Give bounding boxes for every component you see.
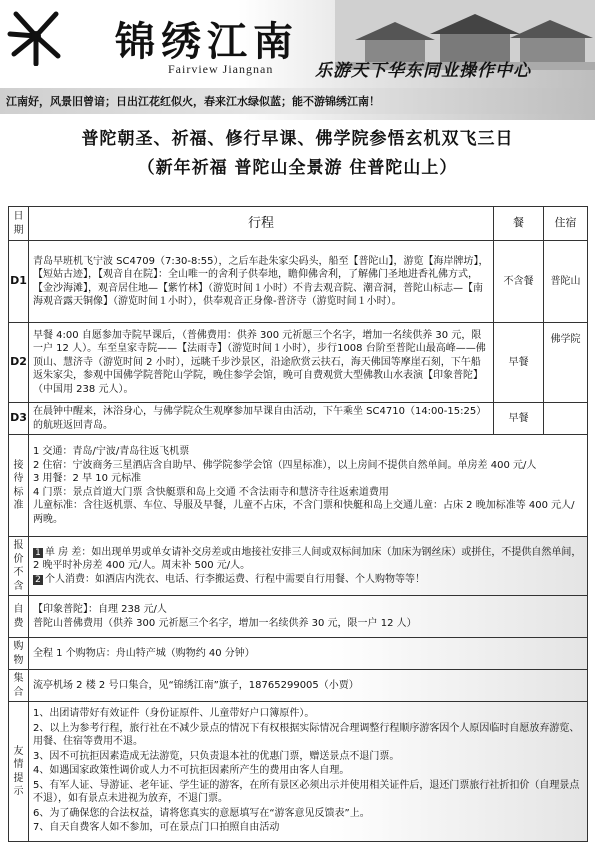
standard-item: 1 交通：青岛/宁波/青岛往返飞机票	[33, 446, 190, 457]
optional-item: 【印象普陀】：自理 238 元/人	[33, 604, 167, 615]
bamboo-logo-icon	[6, 6, 66, 66]
day-meal: 不含餐	[494, 241, 544, 323]
optional-content	[29, 596, 588, 638]
tip-item: 5、有军人证、导游证、老年证、学生证的游客，在所有景区必须出示并使用相关证件后，退还门票旅行社折扣价（自理景点不退），如有景点未进视为放弃，不退门票。	[33, 779, 580, 805]
day-content: 青岛早班机飞宁波 SC4709（7:30-8:55），之后车赴朱家尖码头，船至【普陀山】，游览【海岸牌坊】，【短姑古迹】，【观音自在院】：全山唯一的舍利子供奉地，瞻仰佛舍利，了解佛门圣地进香礼佛方式，【金沙海滩】，观音居住地—【紫竹林】（游览时间１小时）不肯去观音院、潮音洞，普陀山标志—【南海观音露天铜像】（游览时间１小时），供奉观音正身像-普济寺（游览时间１小时）。	[29, 241, 494, 323]
tip-item: 7、自天自费客人如不参加，可在景点门口拍照自由活动	[33, 822, 280, 834]
standard-item: 儿童标准：含往返机票、车位、导服及早餐，儿童不占床，不含门票和快艇和岛上交通儿童：占床 2 晚加标准等 400 元人/两晚。	[33, 500, 575, 525]
table-row-optional	[9, 596, 588, 638]
excluded-text: 个人消费：如酒店内洗衣、电话、行李搬运费、行程中需要自行用餐、个人购物等等！	[45, 573, 425, 585]
day-stay: 普陀山	[544, 241, 588, 323]
table-row-day1	[9, 241, 588, 323]
poem-text: 江南好，风景旧曾谙；日出江花红似火，春来江水绿似蓝；能不游锦绣江南！	[6, 95, 380, 108]
day-content: 在晨钟中醒来，沐浴身心，与佛学院众生观摩参加早课自由活动，下午乘坐 SC4710（14:00-15:25）的航班返回青岛。	[29, 403, 494, 435]
table-header-row	[9, 207, 588, 241]
table-row-excluded	[9, 537, 588, 596]
day-meal: 早餐	[494, 323, 544, 403]
itinerary-table	[8, 206, 588, 842]
day-stay: 佛学院	[544, 323, 588, 403]
gathering-content: 流亭机场 2 楼 2 号口集合，见“锦绣江南”旗子，18765299005（小贾）	[29, 670, 588, 702]
day-content: 早餐 4:00 自愿参加寺院早课后，（普佛费用：供养 300 元祈愿三个名字，增加一名续供养 30 元，限一户 12 人）。车至皇家寺院——【法雨寺】（游览时间１小时），步行1008 台阶至普陀山最高峰——佛顶山、慧济寺（游览时间 2 小时），远眺千步沙景区，沿途欣赏云扶石，海天佛国等摩崖石刻，下午船返朱家尖，参观中国佛学院普陀山学院，晚住参学会馆，晚可自费观赏大型佛教山水表演【印象普陀】（中国用 238 元人）。	[29, 323, 494, 403]
header-stay: 住宿	[544, 207, 588, 241]
poem-bar	[0, 88, 595, 114]
shopping-label: 购物	[9, 638, 29, 670]
excluded-text: 单 房 差：如出现单男或单女请补交房差或由地接社安排三人间或双标间加床（加床为钢丝床）或拼住，不提供自然单间，2 晚平时补房差 400 元/人。周末补 500 元/人。	[33, 546, 582, 572]
day-stay	[544, 403, 588, 435]
header-trip: 行程	[29, 207, 494, 241]
header-banner	[0, 0, 595, 120]
tour-subtitle: （新年祈福 普陀山全景游 住普陀山上）	[137, 158, 458, 178]
standard-content	[29, 435, 588, 537]
standard-item: 3 用餐：2 早 10 元标准	[33, 473, 142, 484]
brand-name-chinese: 锦绣江南	[115, 18, 299, 65]
table-row-gathering	[9, 670, 588, 702]
shopping-content: 全程 1 个购物店：舟山特产城（购物约 40 分钟）	[29, 638, 588, 670]
tip-item: 2、以上为参考行程，旅行社在不减少景点的情况下有权根据实际情况合理调整行程顺序游客因个人原因临时自愿放弃游览、用餐、住宿等费用不退。	[33, 722, 580, 748]
number-badge: 2	[33, 575, 43, 585]
standard-item: 2 住宿：宁波商务三星酒店含自助早、佛学院参学会馆（四星标准），以上房间不提供自然单间。单房差 400 元/人	[33, 459, 537, 471]
excluded-label: 报价不含	[9, 537, 29, 596]
standard-label: 接待标准	[9, 435, 29, 537]
optional-item: 普陀山普佛费用（供养 300 元祈愿三个名字，增加一名续供养 30 元，限一户 12 人）	[33, 617, 417, 629]
header-day: 日期	[9, 207, 29, 241]
standard-item: 4 门票：景点首道大门票 含快艇票和岛上交通 不含法雨寺和慧济寺往返索道费用	[33, 486, 389, 498]
header-meal: 餐	[494, 207, 544, 241]
table-row-day3	[9, 403, 588, 435]
tip-item: 1、出团请带好有效证件（身份证原件、儿童带好户口簿原件）。	[33, 708, 315, 720]
gathering-label: 集合	[9, 670, 29, 702]
optional-label: 自费	[9, 596, 29, 638]
excluded-item	[33, 573, 583, 587]
slogan: 乐游天下华东同业操作中心	[315, 61, 531, 81]
tip-item: 3、因不可抗拒因素造成无法游览，只负责退本社的优惠门票，赠送景点不退门票。	[33, 750, 400, 762]
tip-item: 6、为了确保您的合法权益，请将您真实的意愿填写在“游客意见反馈表”上。	[33, 807, 370, 819]
day-meal: 早餐	[494, 403, 544, 435]
number-badge: 1	[33, 548, 43, 558]
tour-title: 普陀朝圣、祈福、修行早课、佛学院参悟玄机双飞三日	[81, 129, 514, 149]
tips-content	[29, 702, 588, 842]
table-row-shopping	[9, 638, 588, 670]
tip-item: 4、如遇国家政策性调价或人力不可抗拒因素所产生的费用由客人自理。	[33, 765, 350, 777]
excluded-item	[33, 546, 583, 573]
day-label: D3	[9, 403, 29, 435]
table-row-tips	[9, 702, 588, 842]
table-row-day2	[9, 323, 588, 403]
brand-name-english: Fairview Jiangnan	[168, 62, 274, 76]
day-label: D2	[9, 323, 29, 403]
day-label: D1	[9, 241, 29, 323]
tips-label: 友情提示	[9, 702, 29, 842]
excluded-content	[29, 537, 588, 596]
table-row-standard	[9, 435, 588, 537]
